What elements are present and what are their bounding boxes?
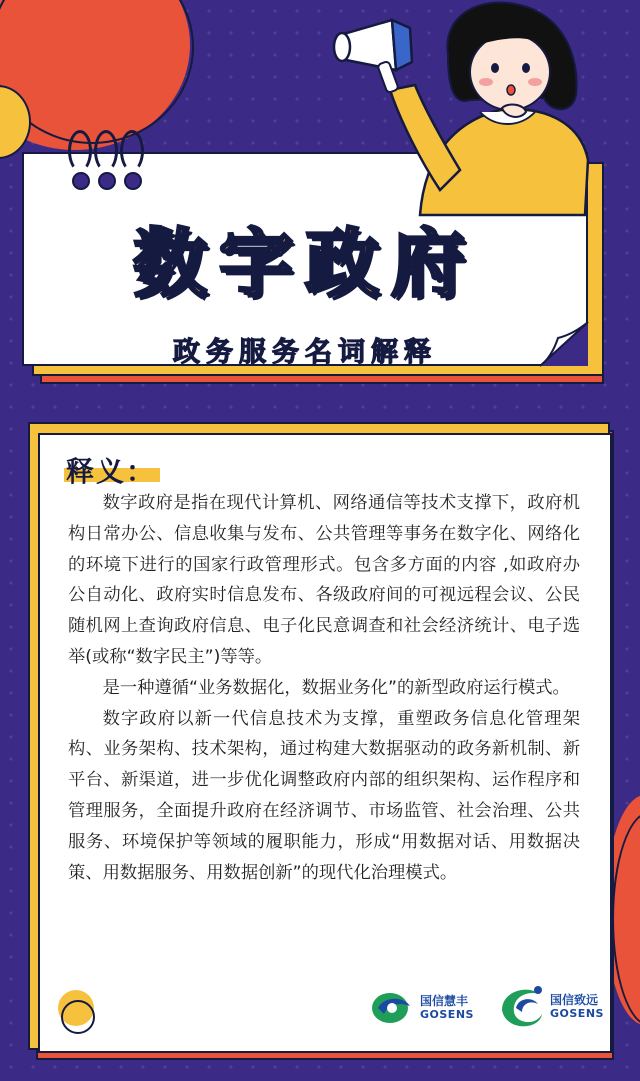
decor-ring-bottom-left [61,1000,95,1034]
logo-name-cn: 国信致远 [550,993,599,1007]
logo-guoxin-huifeng [370,990,474,1026]
logo-mark-icon [370,990,416,1026]
logo-name-en: GOSENS [550,1007,604,1020]
girl-megaphone-illustration [330,0,630,220]
definition-body [68,488,580,888]
definition-paragraph: 数字政府是指在现代计算机、网络通信等技术支撑下，政府机构日常办公、信息收集与发布、公共管理等事务在数字化、网络化的环境下进行的国家行政管理形式。包含多方面的内容 ,如政府办公自动化、政府实时信息发布、各级政府间的可视远程会议、公民随机网上查询政府信息、电子化民意调查和社会经济统计、电子选举(或称“数字民主”)等等。 [68,493,580,667]
definition-paragraph: 数字政府以新一代信息技术为支撑，重塑政务信息化管理架构、业务架构、技术架构，通过构建大数据驱动的政务新机制、新平台、新渠道，进一步优化调整政府内部的组织架构、运作程序和管理服务，全面提升政府在经济调节、市场监管、社会治理、公共服务、环境保护等领域的履职能力，形成“用数据对话、用数据决策、用数据服务、用数据创新”的现代化治理模式。 [68,708,580,883]
logo-swirl-icon [496,982,548,1032]
logo-name-cn: 国信慧丰 [420,994,469,1008]
page-subtitle: 政务服务名词解释 [173,337,437,368]
definition-label: 释义： [66,455,157,488]
page-title: 数字政府 [133,221,477,307]
logo-guoxin-zhiyuan [496,982,604,1032]
definition-paragraph: 是一种遵循“业务数据化，数据业务化”的新型政府运行模式。 [102,677,570,698]
logo-name-en: GOSENS [420,1008,474,1021]
